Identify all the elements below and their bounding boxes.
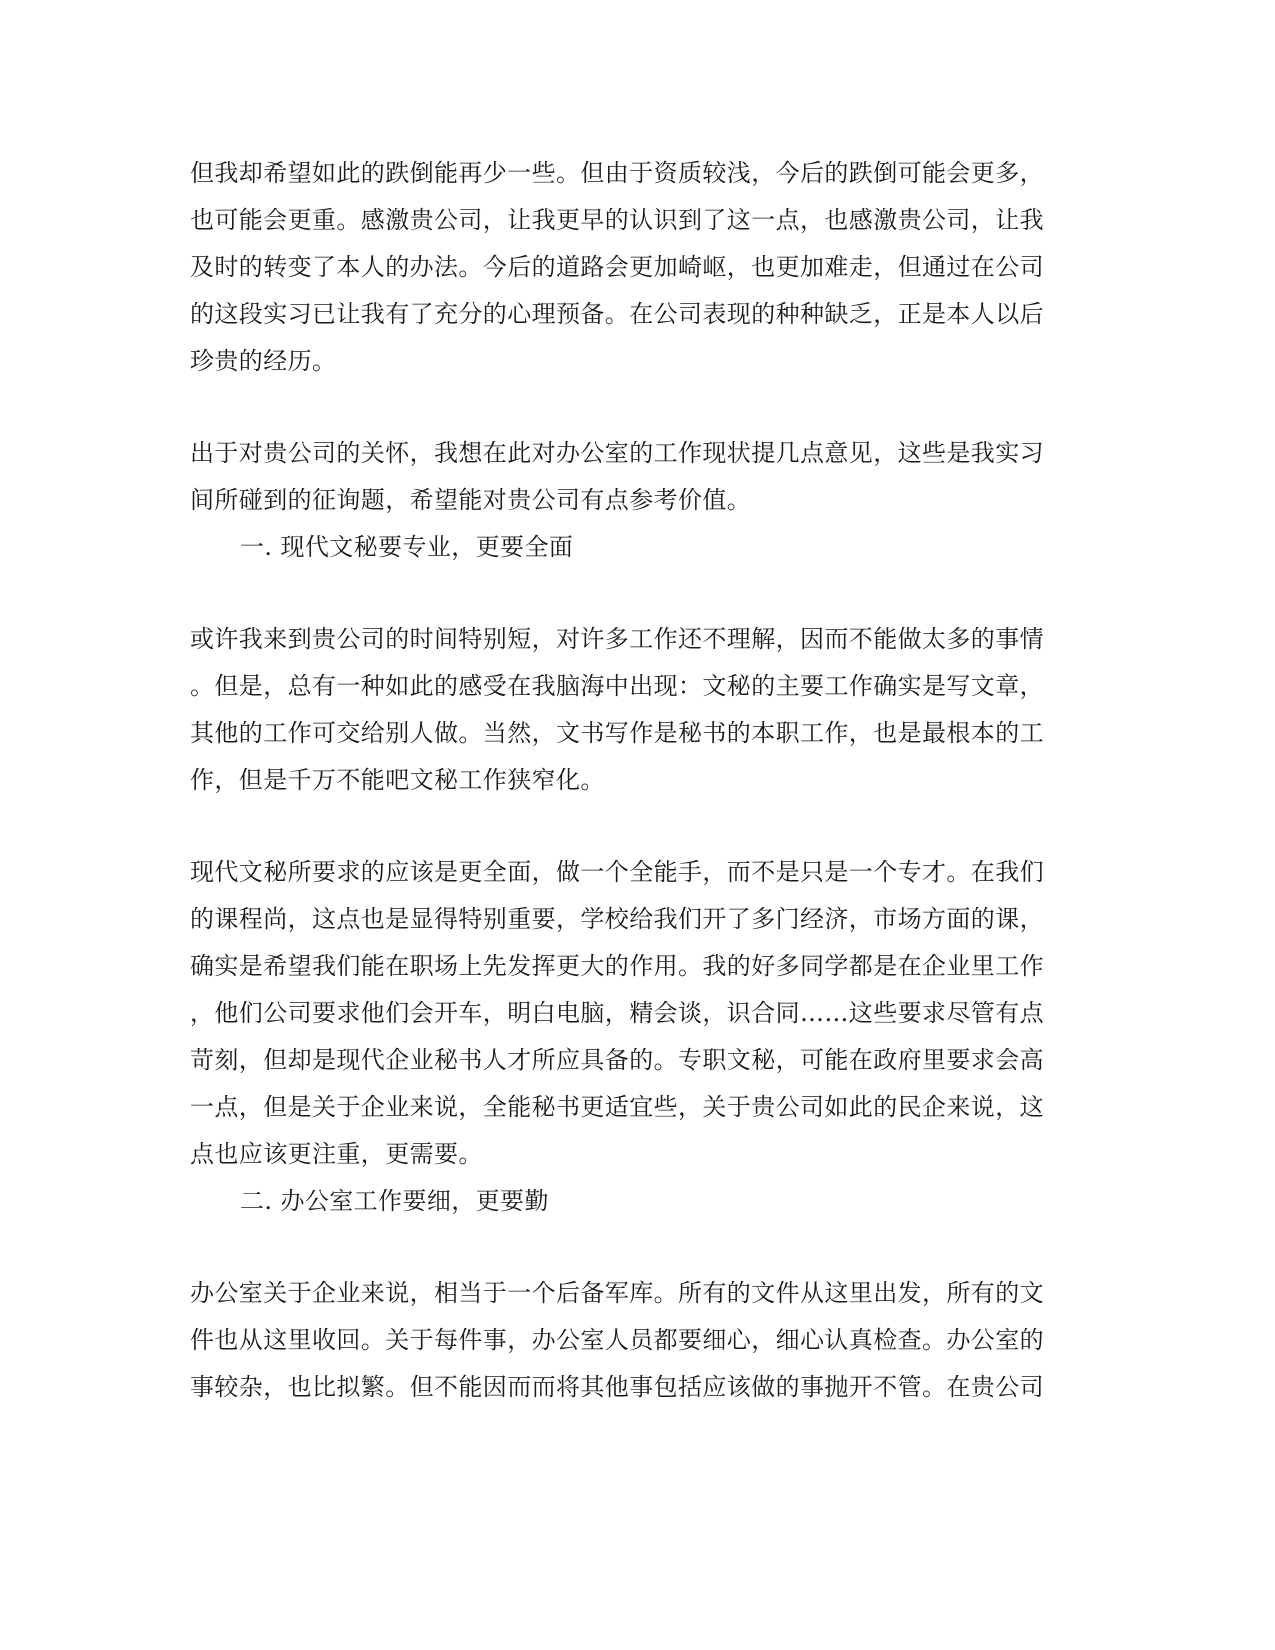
paragraph-4-line-6: 一点，但是关于企业来说，全能秘书更适宜些，关于贵公司如此的民企来说，这 [190, 1093, 1044, 1121]
paragraph-4-line-2: 的课程尚，这点也是显得特别重要，学校给我们开了多门经济，市场方面的课， [190, 905, 1044, 933]
paragraph-4-line-4: ，他们公司要求他们会开车，明白电脑，精会谈，识合同……这些要求尽管有点 [190, 999, 1044, 1027]
paragraph-4-line-1: 现代文秘所要求的应该是更全面，做一个全能手，而不是只是一个专才。在我们 [190, 858, 1044, 886]
paragraph-2-line-2: 间所碰到的征询题，希望能对贵公司有点参考价值。 [190, 486, 752, 514]
paragraph-1-line-5: 珍贵的经历。 [190, 347, 337, 375]
paragraph-4-line-3: 确实是希望我们能在职场上先发挥更大的作用。我的好多同学都是在企业里工作 [190, 952, 1044, 980]
paragraph-1-line-1: 但我却希望如此的跌倒能再少一些。但由于资质较浅，今后的跌倒可能会更多， [190, 159, 1044, 187]
paragraph-4-line-7: 点也应该更注重，更需要。 [190, 1140, 483, 1168]
paragraph-3-line-2: 。但是，总有一种如此的感受在我脑海中出现：文秘的主要工作确实是写文章， [190, 672, 1044, 700]
paragraph-5-line-3: 事较杂，也比拟繁。但不能因而而将其他事包括应该做的事抛开不管。在贵公司 [190, 1373, 1044, 1401]
paragraph-1-line-3: 及时的转变了本人的办法。今后的道路会更加崎岖，也更加难走，但通过在公司 [190, 253, 1044, 281]
paragraph-5-line-2: 件也从这里收回。关于每件事，办公室人员都要细心，细心认真检查。办公室的 [190, 1326, 1044, 1354]
section-heading-1: 一. 现代文秘要专业，更要全面 [240, 533, 574, 561]
paragraph-1-line-2: 也可能会更重。感激贵公司，让我更早的认识到了这一点，也感激贵公司，让我 [190, 206, 1044, 234]
paragraph-3-line-4: 作，但是千万不能吧文秘工作狭窄化。 [190, 766, 605, 794]
paragraph-4-line-5: 苛刻，但却是现代企业秘书人才所应具备的。专职文秘，可能在政府里要求会高 [190, 1046, 1044, 1074]
paragraph-3-line-3: 其他的工作可交给别人做。当然，文书写作是秘书的本职工作，也是最根本的工 [190, 719, 1044, 747]
paragraph-3-line-1: 或许我来到贵公司的时间特别短，对许多工作还不理解，因而不能做太多的事情 [190, 625, 1044, 653]
paragraph-2-line-1: 出于对贵公司的关怀，我想在此对办公室的工作现状提几点意见，这些是我实习 [190, 439, 1044, 467]
paragraph-1-line-4: 的这段实习已让我有了充分的心理预备。在公司表现的种种缺乏，正是本人以后 [190, 300, 1044, 328]
section-heading-2: 二. 办公室工作要细，更要勤 [240, 1187, 549, 1215]
paragraph-5-line-1: 办公室关于企业来说，相当于一个后备军库。所有的文件从这里出发，所有的文 [190, 1279, 1044, 1307]
